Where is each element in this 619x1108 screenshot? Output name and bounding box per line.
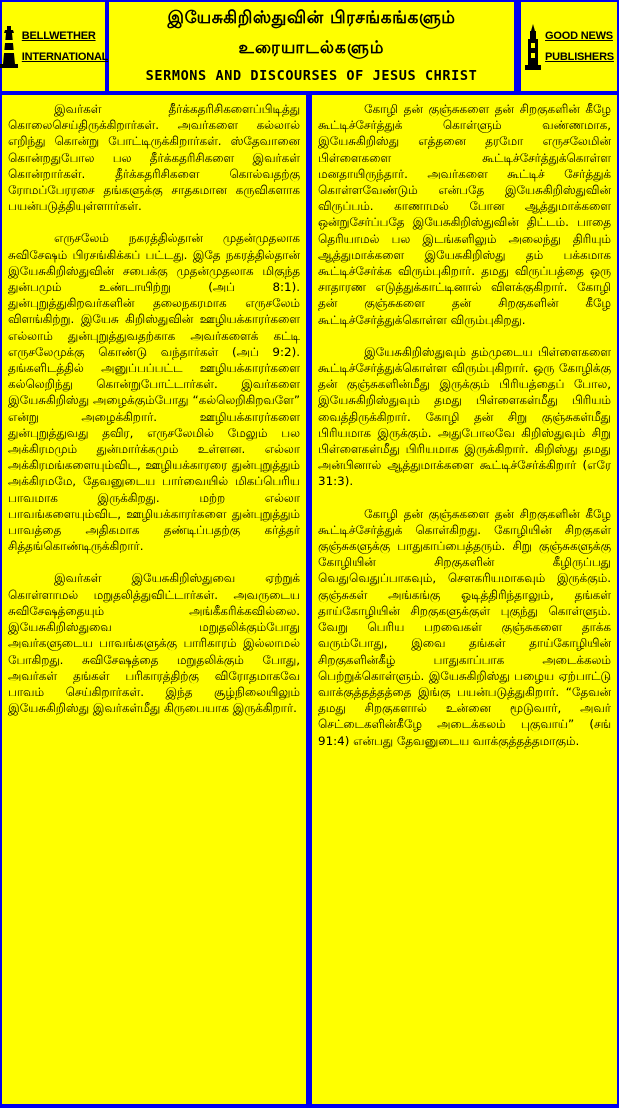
church-tower-icon <box>524 23 542 71</box>
left-paragraph-2: எருசலேம் நகரத்தில்தான் முதன்முதலாக சுவிசேஷம் பிரசங்கிக்கப் பட்டது. இதே நகரத்தில்தான் இயேசுகிறிஸ்துவின் சபைக்கு முதன்முதலாக மிகுந்த துன்பமும் உண்டாயிற்று (அப் 8:1). துன்புறுத்துகிறவர்களின் தலைநகரமாக எருசலேம் விளங்கிற்று. இயேசு கிறிஸ்துவின் ஊழியக்காரர்களை எல்லாம் துன்புறுத்துவதற்காக அவர்களைக் கட்டி எருசலேமுக்கு கொண்டு வந்தார்கள் (அப் 9:2). தங்களிடத்தில் அனுப்பப்பட்ட ஊழியக்காரர்களை கல்லெறிந்து கொன்றுபோட்டார்கள். இவர்களை இயேசுகிறிஸ்து அழைக்கும்போது “கல்லெறிகிறவளே” என்று அழைக்கிறார். ஊழியக்காரர்களை துன்புறுத்துவது தவிர, எருசலேமில் மேலும் பல அக்கிரமமும் துன்மார்க்கமும் உள்ளன. எல்லா அக்கிரமங்களையும்விட, ஊழியக்காரரை துன்புறுத்தும் அக்கிரமமே, தேவனுடைய பார்வையில் மிகப்பெரிய பாவமாக இருக்கிறது. மற்ற எல்லா பாவங்களையும்விட, ஊழியக்காரர்களை துன்புறுத்தும் பாவத்தை அதிகமாக தண்டிப்பதற்கு கர்த்தர் சித்தங்கொண்டிருக்கிறார். <box>8 231 300 554</box>
good-news-line1: GOOD NEWS <box>545 29 613 42</box>
header-banner <box>2 2 617 91</box>
bellwether-logo-text <box>22 26 108 68</box>
good-news-logo <box>521 2 617 91</box>
page-title-tamil-line1: இயேசுகிறிஸ்துவின் பிரசங்கங்களும் <box>167 8 456 28</box>
left-paragraph-1: இவர்கள் தீர்க்கதரிசிகளைப்பிடித்து கொலைசெய்திருக்கிறார்கள். அவர்களை கல்லால் எறிந்து கொன்று போட்டிருக்கிறார்கள். ஸ்தேவானை கொன்றதுபோல பல தீர்க்கதரிசிகளை இவர்கள் கொன்றார்கள். தீர்க்கதரிசிகளை கொல்வதற்கு ரோமப்பேரரசை தங்களுக்கு சாதகமான கருவிகளாக பயன்படுத்தியுள்ளார்கள். <box>8 102 300 214</box>
bellwether-line1: BELLWETHER <box>21 29 96 42</box>
lighthouse-icon <box>0 24 19 70</box>
page-title-tamil-line2: உரையாடல்களும் <box>238 38 385 58</box>
good-news-line2: PUBLISHERS <box>545 50 614 63</box>
right-column <box>312 95 617 1104</box>
title-box <box>109 2 514 91</box>
left-column <box>2 95 306 1104</box>
right-paragraph-3: கோழி தன் குஞ்சுகளை தன் சிறகுகளின் கீழே கூட்டிச்சேர்த்துக் கொள்கிறது. கோழியின் சிறகுகள் குஞ்சுகளுக்கு பாதுகாப்பைத்தரும். சிறு குஞ்சுகளுக்கு கோழியின் சிறகுகளின் கீழிருப்பது வெதுவெதுப்பாகவும், சௌகரியமாகவும் இருக்கும். குஞ்சுகள் அங்கங்கு ஓடித்திரிந்தாலும், தங்கள் தாய்கோழியின் சிறகுகளுக்குள் புகுந்து கொள்ளும். வேறு பெரிய பறவைகள் குஞ்சுகளை தாக்க வரும்போது, இவை தங்கள் தாய்கோழியின் சிறகுகளின்கீழ் பாதுகாப்பாக அடைக்கலம் பெற்றுக்கொள்ளும். இயேசுகிறிஸ்து பழைய ஏற்பாட்டு வாக்குத்தத்தத்தை இங்கு பயன்படுத்துகிறார். “தேவன் தமது சிறகுகளால் உன்னை மூடுவார், அவர் செட்டைகளின்கீழே அடைக்கலம் புகுவாய்” (சங் 91:4) என்பது தேவனுடைய வாக்குத்தத்தமாகும். <box>318 506 611 748</box>
right-paragraph-1: கோழி தன் குஞ்சுகளை தன் சிறகுகளின் கீழே கூட்டிச்சேர்த்துக் கொள்ளும் வண்ணமாக, இயேசுகிறிஸ்து எத்தனை தரமோ எருசலேமின் பிள்ளைகளை கூட்டிச்சேர்த்துக்கொள்ள மனதாயிருந்தார். அவர்களை கூட்டிச் சேர்த்துக் கொள்ளவேண்டும் என்பதே இயேசுகிறிஸ்துவின் விருப்பம். காணாமல் போன ஆத்துமாக்களை ஒன்றுசேர்ப்பதே இயேசுகிறிஸ்துவின் திட்டம். பாதை தெரியாமல் பல இடங்களிலும் அலைந்து திரியும் ஆத்துமாக்களை இயேசுகிறிஸ்து தம் பக்கமாக கூட்டிச்சேர்க்க விரும்புகிறார். தமது விருப்பத்தை ஒரு சாதாரண எடுத்துக்காட்டினால் விளக்குகிறார். கோழி தன் குஞ்சுகளை தன் சிறகுகளின் கீழே கூட்டிச்சேர்த்துக்கொள்ள விரும்புகிறது. <box>318 102 611 327</box>
bellwether-logo <box>2 2 109 91</box>
left-paragraph-3: இவர்கள் இயேசுகிறிஸ்துவை ஏற்றுக் கொள்ளாமல் மறுதலித்துவிட்டார்கள். அவருடைய சுவிசேஷத்தையும் அங்கீகரிக்கவில்லை. இயேசுகிறிஸ்துவை மறுதலிக்கும்போது அவர்களுடைய பாவங்களுக்கு பாரிகாரம் இல்லாமல் போகிறது. சுவிசேஷத்தை மறுதலிக்கும் போது, அவர்கள் தங்கள் பரிகாரத்திற்கு விரோதமாகவே பாவம் செய்கிறார்கள். இந்த சூழ்நிலையிலும் இயேசுகிறிஸ்து இவர்கள்மீது கிருபையாக இருக்கிறார். <box>8 571 300 716</box>
page-title-english: SERMONS AND DISCOURSES OF JESUS CHRIST <box>145 68 478 84</box>
good-news-logo-text <box>545 26 614 68</box>
bellwether-line2: INTERNATIONAL <box>21 50 109 63</box>
right-paragraph-2: இயேசுகிறிஸ்துவும் தம்முடைய பிள்ளைகளை கூட்டிச்சேர்த்துக்கொள்ள விரும்புகிறார். ஒரு கோழிக்கு தன் குஞ்சுகளின்மீது இருக்கும் பிரியத்தைப் போல, இயேசுகிறிஸ்துவும் தமது பிள்ளைகள்மீது பிரியம் வைத்திருக்கிறார். கோழி தன் சிறு குஞ்சுகள்மீது பிரியமாக இருக்கும். அதுபோலவே கிறிஸ்துவும் சிறு பிள்ளைகள்மீது பிரியமாக இருக்கிறார். கிறிஸ்து தமது அன்பினால் ஆத்துமாக்களை கூட்டிச்சேர்க்கிறார் (எரே 31:3). <box>318 344 611 489</box>
